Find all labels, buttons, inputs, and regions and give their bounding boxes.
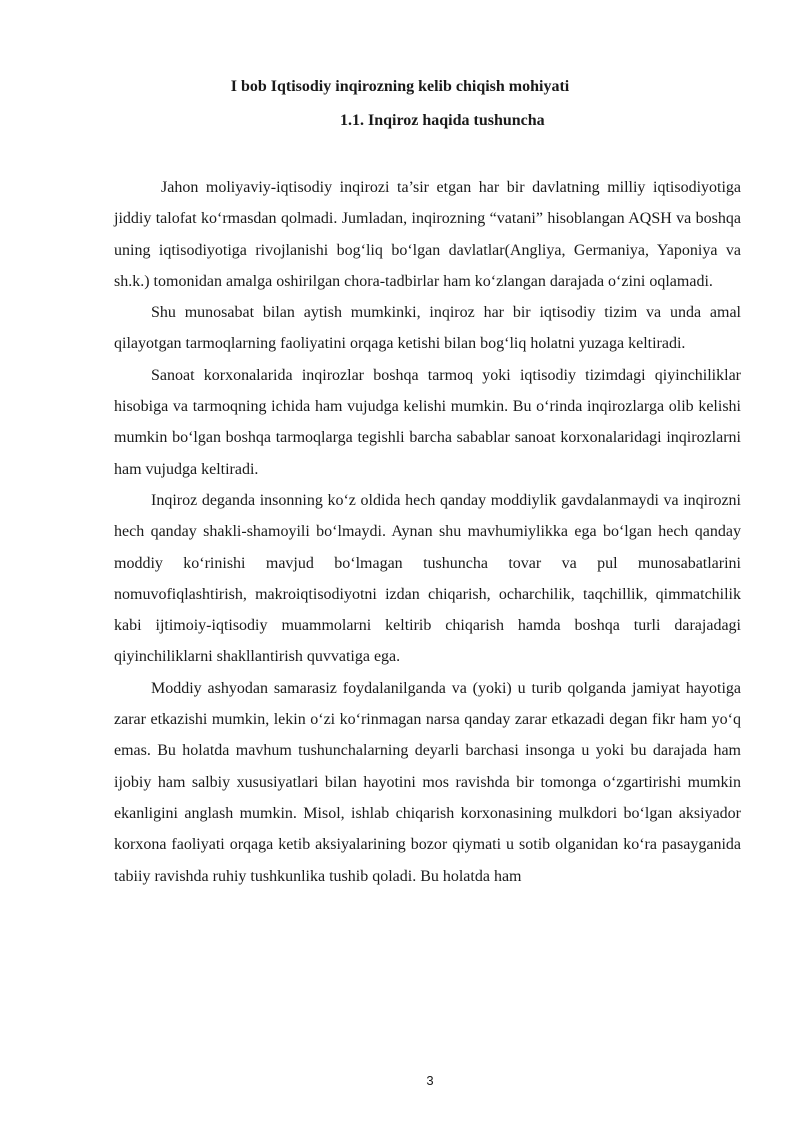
body-text (114, 172, 741, 892)
paragraph: Inqiroz deganda insonning ko‘z oldida hech qanday moddiylik gavdalanmaydi va inqirozni hech qanday shakli-shamoyili bo‘lmaydi. Aynan shu mavhumiylikka ega bo‘lgan hech qanday moddiy ko‘rinishi mavjud bo‘lmagan tushuncha tovar va pul munosabatlarini nomuvofiqlashtirish, makroiqtisodiyotni izdan chiqarish, ocharchilik, taqchillik, qimmatchilik kabi ijtimoiy-iqtisodiy muammolarni keltirib chiqarish hamda boshqa turli darajadagi qiyinchiliklarni shakllantirish quvvatiga ega. (114, 491, 741, 666)
paragraph: Jahon moliyaviy-iqtisodiy inqirozi ta’sir etgan har bir davlatning milliy iqtisodiyotiga jiddiy talofat ko‘rmasdan qolmadi. Jumladan, inqirozning “vatani” hisoblangan AQSH va boshqa uning iqtisodiyotiga rivojlanishi bog‘liq bo‘lgan davlatlar(Angliya, Germaniya, Yaponiya va sh.k.) tomonidan amalga oshirilgan chora-tadbirlar ham ko‘zlangan darajada o‘zini oqlamadi. (114, 179, 741, 290)
paragraph: Shu munosabat bilan aytish mumkinki, inqiroz har bir iqtisodiy tizim va unda amal qilayotgan tarmoqlarning faoliyatini orqaga ketishi bilan bog‘liq holatni yuzaga keltiradi. (114, 304, 741, 353)
paragraph: Sanoat korxonalarida inqirozlar boshqa tarmoq yoki iqtisodiy tizimdagi qiyinchiliklar hisobiga va tarmoqning ichida ham vujudga kelishi mumkin. Bu o‘rinda inqirozlarga olib kelishi mumkin bo‘lgan boshqa tarmoqlarga tegishli barcha sabablar sanoat korxonalaridagi inqirozlarni ham vujudga keltiradi. (114, 366, 741, 478)
section-title: 1.1. Inqiroz haqida tushuncha (340, 112, 545, 129)
page-number: 3 (426, 1073, 434, 1088)
chapter-title: I bob Iqtisodiy inqirozning kelib chiqish mohiyati (230, 78, 570, 95)
paragraph: Moddiy ashyodan samarasiz foydalanilganda va (yoki) u turib qolganda jamiyat hayotiga zarar etkazishi mumkin, lekin o‘zi ko‘rinmagan narsa qanday zarar etkazadi degan fikr ham yo‘q emas. Bu holatda mavhum tushunchalarning deyarli barchasi insonga u yoki bu darajada ham ijobiy ham salbiy xususiyatlari bilan hayotini mos ravishda bir tomonga o‘zgartirishi mumkin ekanligini anglash mumkin. Misol, ishlab chiqarish korxonasining mulkdori bo‘lgan aksiyador korxona faoliyati orqaga ketib aksiyalarining bozor qiymati u sotib olganidan ko‘ra pasayganida tabiiy ravishda ruhiy tushkunlika tushib qoladi. Bu holatda ham (114, 679, 741, 885)
